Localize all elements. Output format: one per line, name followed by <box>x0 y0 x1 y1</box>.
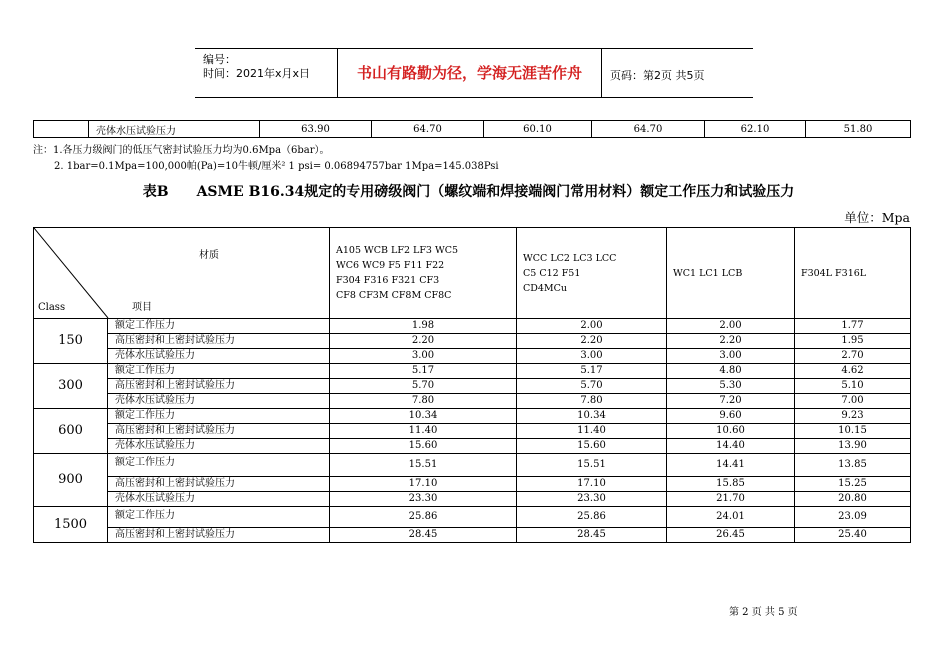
value-cell: 3.00 <box>517 349 667 364</box>
value-cell: 21.70 <box>667 492 795 507</box>
table-header-row <box>34 228 911 319</box>
value-cell: 15.60 <box>517 439 667 454</box>
table-row <box>34 334 911 349</box>
row-item-label: 高压密封和上密封试验压力 <box>108 424 330 439</box>
value-cell: 1.98 <box>330 319 517 334</box>
value-cell: 7.20 <box>667 394 795 409</box>
value-cell: 25.86 <box>517 507 667 528</box>
note-1: 注：1.各压力级阀门的低压气密封试验压力均为0.6Mpa（6bar）。 <box>33 145 330 156</box>
value-cell: 2.70 <box>795 349 911 364</box>
material-line: CF8 CF3M CF8M CF8C <box>336 290 452 301</box>
value-cell: 2.00 <box>667 319 795 334</box>
table-row <box>34 424 911 439</box>
unit-label: 单位：Mpa <box>844 210 910 225</box>
material-line: F304 F316 F321 CF3 <box>336 275 440 286</box>
value-cell: 25.86 <box>330 507 517 528</box>
value-cell: 20.80 <box>795 492 911 507</box>
header-time-label: 时间：2021年x月x日 <box>203 67 311 80</box>
value-cell: 5.70 <box>517 379 667 394</box>
pressure-table <box>33 227 911 543</box>
table-row <box>34 409 911 424</box>
value-cell: 26.45 <box>667 528 795 543</box>
value-cell: 7.00 <box>795 394 911 409</box>
class-cell: 150 <box>34 319 108 364</box>
class-cell: 900 <box>34 454 108 507</box>
value-cell: 5.17 <box>330 364 517 379</box>
value-cell: 10.34 <box>330 409 517 424</box>
value-cell: 14.41 <box>667 454 795 477</box>
header-divider <box>601 48 602 97</box>
row-item-label: 壳体水压试验压力 <box>108 492 330 507</box>
material-line: C5 C12 F51 <box>523 267 581 279</box>
value-cell: 9.23 <box>795 409 911 424</box>
table-row <box>34 121 911 138</box>
material-group-4 <box>795 228 911 319</box>
value-cell: 28.45 <box>330 528 517 543</box>
material-group-3 <box>667 228 795 319</box>
class-cell: 600 <box>34 409 108 454</box>
value-cell: 23.09 <box>795 507 911 528</box>
table-row <box>34 364 911 379</box>
page-footer: 第 2 页 共 5 页 <box>729 607 798 618</box>
row-item-label: 额定工作压力 <box>108 454 330 477</box>
material-line: WCC LC2 LC3 LCC <box>523 252 617 264</box>
previous-table-tail <box>33 120 911 138</box>
table-row <box>34 477 911 492</box>
value-cell: 7.80 <box>330 394 517 409</box>
material-line: F304L F316L <box>801 267 867 279</box>
table-row <box>34 439 911 454</box>
table-cell: 62.10 <box>705 121 806 138</box>
header-motto: 书山有路勤为径，学海无涯苦作舟 <box>356 64 582 82</box>
value-cell: 23.30 <box>517 492 667 507</box>
class-cell: 300 <box>34 364 108 409</box>
value-cell: 5.30 <box>667 379 795 394</box>
material-line: CD4MCu <box>523 282 568 294</box>
row-item-label: 壳体水压试验压力 <box>108 394 330 409</box>
value-cell: 2.00 <box>517 319 667 334</box>
value-cell: 15.51 <box>517 454 667 477</box>
value-cell: 5.17 <box>517 364 667 379</box>
table-row <box>34 394 911 409</box>
value-cell: 9.60 <box>667 409 795 424</box>
value-cell: 15.85 <box>667 477 795 492</box>
header-material-label: 材质 <box>199 250 219 261</box>
note-2: 2. 1bar=0.1Mpa=100,000帕(Pa)=10牛顿/厘米² 1 psi= 0.06894757bar 1Mpa=145.038Psi <box>54 161 499 172</box>
value-cell: 13.90 <box>795 439 911 454</box>
value-cell: 13.85 <box>795 454 911 477</box>
header-class-label: Class <box>38 302 66 313</box>
header-number-label: 编号： <box>203 53 236 66</box>
row-item-label: 额定工作压力 <box>108 409 330 424</box>
value-cell: 10.60 <box>667 424 795 439</box>
table-row <box>34 454 911 477</box>
value-cell: 2.20 <box>517 334 667 349</box>
value-cell: 2.20 <box>330 334 517 349</box>
value-cell: 14.40 <box>667 439 795 454</box>
row-item-label: 高压密封和上密封试验压力 <box>108 334 330 349</box>
table-cell <box>34 121 89 138</box>
material-line: A105 WCB LF2 LF3 WC5 <box>336 245 459 256</box>
value-cell: 7.80 <box>517 394 667 409</box>
table-cell: 60.10 <box>484 121 592 138</box>
table-row <box>34 319 911 334</box>
row-item-label: 壳体水压试验压力 <box>108 439 330 454</box>
diagonal-line <box>34 228 330 318</box>
value-cell: 24.01 <box>667 507 795 528</box>
header-page-label: 页码：第2页 共5页 <box>610 69 705 82</box>
value-cell: 10.34 <box>517 409 667 424</box>
value-cell: 17.10 <box>330 477 517 492</box>
value-cell: 17.10 <box>517 477 667 492</box>
table-title: 表B ASME B16.34规定的专用磅级阀门（螺纹端和焊接端阀门常用材料）额定工作压力和试验压力 <box>142 184 795 200</box>
value-cell: 23.30 <box>330 492 517 507</box>
table-cell: 64.70 <box>372 121 484 138</box>
row-item-label: 额定工作压力 <box>108 507 330 528</box>
table-cell: 64.70 <box>592 121 705 138</box>
value-cell: 10.15 <box>795 424 911 439</box>
value-cell: 4.80 <box>667 364 795 379</box>
material-group-2 <box>517 228 667 319</box>
header-diagonal-cell <box>34 228 330 319</box>
table-cell: 51.80 <box>806 121 911 138</box>
table-row <box>34 379 911 394</box>
class-cell: 1500 <box>34 507 108 543</box>
row-item-label: 额定工作压力 <box>108 364 330 379</box>
material-line: WC6 WC9 F5 F11 F22 <box>336 260 445 271</box>
row-item-label: 壳体水压试验压力 <box>108 349 330 364</box>
value-cell: 5.70 <box>330 379 517 394</box>
value-cell: 28.45 <box>517 528 667 543</box>
value-cell: 3.00 <box>330 349 517 364</box>
material-group-1 <box>330 228 517 319</box>
value-cell: 1.95 <box>795 334 911 349</box>
table-row <box>34 349 911 364</box>
value-cell: 5.10 <box>795 379 911 394</box>
value-cell: 11.40 <box>517 424 667 439</box>
value-cell: 15.51 <box>330 454 517 477</box>
value-cell: 4.62 <box>795 364 911 379</box>
value-cell: 15.25 <box>795 477 911 492</box>
table-cell: 63.90 <box>260 121 372 138</box>
value-cell: 1.77 <box>795 319 911 334</box>
row-label: 壳体水压试验压力 <box>89 121 260 138</box>
row-item-label: 额定工作压力 <box>108 319 330 334</box>
table-row <box>34 528 911 543</box>
value-cell: 25.40 <box>795 528 911 543</box>
value-cell: 11.40 <box>330 424 517 439</box>
table-row <box>34 492 911 507</box>
material-line: WC1 LC1 LCB <box>673 267 743 279</box>
row-item-label: 高压密封和上密封试验压力 <box>108 477 330 492</box>
row-item-label: 高压密封和上密封试验压力 <box>108 528 330 543</box>
row-item-label: 高压密封和上密封试验压力 <box>108 379 330 394</box>
table-row <box>34 507 911 528</box>
header-item-label: 项目 <box>132 302 152 313</box>
value-cell: 15.60 <box>330 439 517 454</box>
value-cell: 3.00 <box>667 349 795 364</box>
value-cell: 2.20 <box>667 334 795 349</box>
